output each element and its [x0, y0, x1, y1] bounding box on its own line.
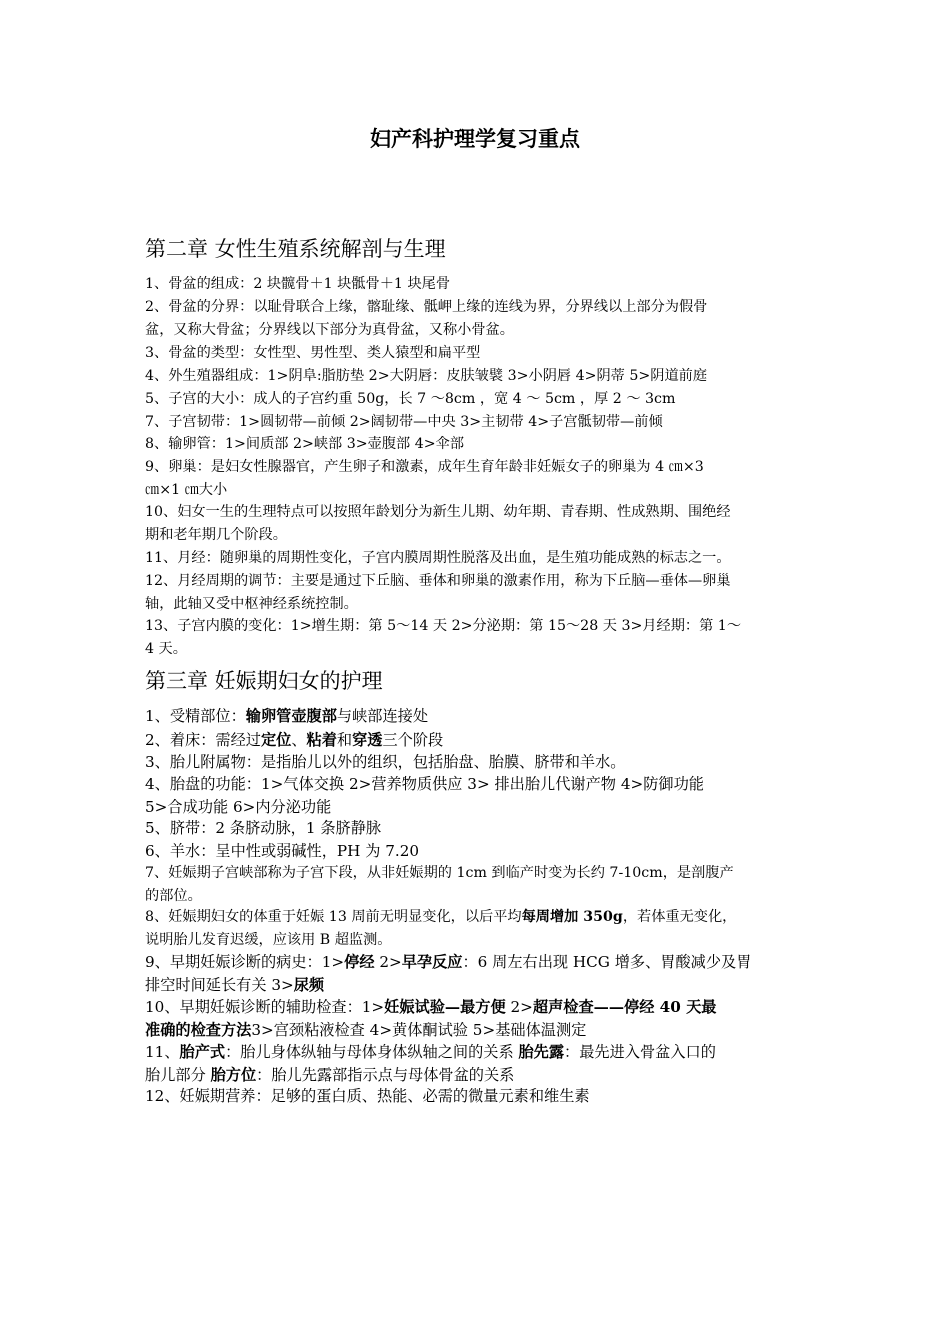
text-run: 三个阶段 [382, 731, 444, 749]
list-item [145, 862, 825, 907]
bold-text: 胎先露 [518, 1043, 565, 1061]
list-item [145, 817, 825, 840]
text-line: 4、外生殖器组成：1>阴阜:脂肪垫 2>大阴唇：皮肤皱襞 3>小阴唇 4>阴蒂 5>阴道前庭 [145, 368, 708, 384]
list-item [145, 365, 825, 388]
text-line: 12、月经周期的调节：主要是通过下丘脑、垂体和卵巢的激素作用，称为下丘脑—垂体—卵巢 [145, 573, 731, 589]
text-run: ：胎儿先露部指示点与母体骨盆的关系 [256, 1065, 515, 1084]
list-item [145, 273, 825, 296]
text-line: 期和老年期几个阶段。 [145, 526, 287, 543]
text-run: ：6 周左右出现 HCG 增多、胃酸减少及胃 [462, 953, 752, 971]
text-line: 的部位。 [145, 887, 202, 904]
text-line [145, 974, 825, 997]
text-line: 3、骨盆的类型：女性型、男性型、类人猿型和扁平型 [145, 345, 481, 361]
bold-text: 定位 [260, 731, 292, 749]
list-item [145, 1041, 825, 1086]
chapter-heading: 第二章 女性生殖系统解剖与生理 [145, 237, 446, 261]
list-item [145, 996, 825, 1041]
text-run: 与峡部连接处 [336, 707, 429, 725]
text-run: 2> [374, 953, 402, 971]
bold-text: 每周增加 350g [521, 909, 623, 925]
text-run: 10、早期妊娠诊断的辅助检查：1> [145, 998, 385, 1016]
bold-text: 早孕反应 [401, 953, 463, 971]
text-line [145, 1064, 825, 1087]
text-line: 9、卵巢：是妇女性腺器官，产生卵子和激素，成年生育年龄非妊娠女子的卵巢为 4 ㎝×3 [145, 459, 704, 475]
text-line [145, 705, 825, 728]
text-run: 2> [505, 998, 533, 1016]
text-line [145, 906, 825, 929]
text-line: 1、骨盆的组成：2 块髋骨＋1 块骶骨＋1 块尾骨 [145, 276, 451, 292]
list-item [145, 840, 825, 863]
text-line: 11、月经：随卵巢的周期性变化，子宫内膜周期性脱落及出血，是生殖功能成熟的标志之一。 [145, 550, 731, 566]
text-line [145, 729, 825, 752]
text-run: 、 [291, 731, 307, 749]
text-line: 12、妊娠期营养：足够的蛋白质、热能、必需的微量元素和维生素 [145, 1087, 590, 1105]
list-item [145, 501, 825, 546]
list-item [145, 296, 825, 341]
list-item [145, 906, 825, 951]
text-run: 8、妊娠期妇女的体重于妊娠 13 周前无明显变化，以后平均 [145, 909, 522, 925]
bold-text: 胎产式 [179, 1043, 226, 1061]
list-item [145, 729, 825, 752]
text-line: 5、脐带：2 条脐动脉，1 条脐静脉 [145, 819, 382, 837]
text-line: 10、妇女一生的生理特点可以按照年龄划分为新生儿期、幼年期、青春期、性成熟期、围绝经 [145, 504, 731, 520]
list-item [145, 433, 825, 456]
list-item [145, 951, 825, 996]
bold-text: 胎方位 [210, 1065, 257, 1084]
text-line: 2、骨盆的分界：以耻骨联合上缘，髂耻缘、骶岬上缘的连线为界，分界线以上部分为假骨 [145, 299, 708, 315]
text-run: 3>宫颈粘液检查 4>黄体酮试验 5>基础体温测定 [251, 1020, 587, 1039]
list-item [145, 456, 825, 501]
bold-text: 超声检查——停经 40 天最 [532, 998, 717, 1016]
text-line: 3、胎儿附属物：是指胎儿以外的组织，包括胎盘、胎膜、脐带和羊水。 [145, 753, 626, 771]
text-run: ：胎儿身体纵轴与母体身体纵轴之间的关系 [225, 1043, 519, 1061]
list-item [145, 342, 825, 365]
text-line: 13、子宫内膜的变化：1>增生期：第 5～14 天 2>分泌期：第 15～28 天 3>月经期：第 1～ [145, 618, 742, 634]
text-line: 7、子宫韧带：1>圆韧带—前倾 2>阔韧带—中央 3>主韧带 4>子宫骶韧带—前倾 [145, 414, 663, 430]
text-run: 胎儿部分 [145, 1065, 211, 1084]
text-line: ㎝×1 ㎝大小 [145, 481, 228, 498]
text-line: 说明胎儿发育迟缓，应该用 B 超监测。 [145, 931, 392, 948]
text-run: 1、受精部位： [145, 707, 246, 725]
text-run: 9、早期妊娠诊断的病史：1> [145, 953, 345, 971]
bold-text: 准确的检查方法 [145, 1020, 252, 1039]
text-run: 和 [336, 731, 353, 749]
text-line: 盆，又称大骨盆；分界线以下部分为真骨盆，又称小骨盆。 [145, 321, 514, 338]
bold-text: 穿透 [352, 731, 383, 749]
text-line [145, 996, 825, 1019]
list-item [145, 547, 825, 570]
bold-text: 妊娠试验—最方便 [384, 998, 506, 1016]
chapter-heading: 第三章 妊娠期妇女的护理 [145, 669, 383, 693]
list-item [145, 615, 825, 660]
document-title: 妇产科护理学复习重点 [370, 126, 580, 151]
text-line: 4、胎盘的功能：1>气体交换 2>营养物质供应 3> 排出胎儿代谢产物 4>防御功能 [145, 775, 704, 793]
list-item [145, 388, 825, 411]
bold-text: 输卵管壶腹部 [245, 707, 337, 725]
text-line: 7、妊娠期子宫峡部称为子宫下段，从非妊娠期的 1cm 到临产时变为长约 7-10cm，是剖腹产 [145, 865, 734, 881]
text-run: 2、着床：需经过 [145, 731, 261, 749]
text-line: 5>合成功能 6>内分泌功能 [145, 797, 332, 816]
bold-text: 粘着 [306, 731, 337, 749]
text-run: 11、 [145, 1043, 180, 1061]
text-run: ，若体重无变化， [622, 909, 737, 925]
text-run: 排空时间延长有关 3> [145, 975, 294, 994]
text-line: 轴，此轴又受中枢神经系统控制。 [145, 595, 358, 612]
list-item [145, 773, 825, 818]
bold-text: 停经 [344, 953, 375, 971]
list-item [145, 705, 825, 728]
text-line: 4 天。 [145, 640, 187, 657]
list-item [145, 751, 825, 774]
text-run: ：最先进入骨盆入口的 [564, 1043, 716, 1061]
text-line: 5、子宫的大小：成人的子宫约重 50g，长 7 ～8cm ，宽 4 ～ 5cm ，厚 2 ～ 3cm [145, 391, 676, 407]
text-line [145, 1041, 825, 1064]
text-line [145, 1019, 825, 1042]
list-item [145, 570, 825, 615]
bold-text: 尿频 [293, 975, 325, 994]
text-line: 6、羊水：呈中性或弱碱性，PH 为 7.20 [145, 842, 420, 860]
text-line: 8、输卵管：1>间质部 2>峡部 3>壶腹部 4>伞部 [145, 436, 465, 452]
list-item [145, 1085, 825, 1108]
list-item [145, 411, 825, 434]
text-line [145, 951, 825, 974]
